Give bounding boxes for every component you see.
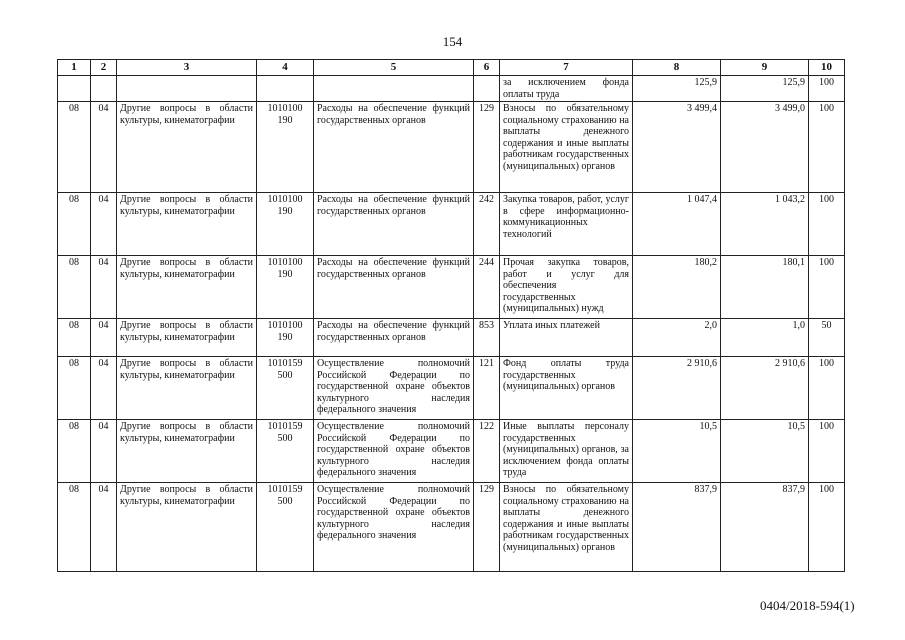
table-row — [58, 76, 845, 102]
cell-section: 08 — [58, 319, 91, 357]
cell-section-name: Другие вопросы в области культуры, кинематографии — [117, 319, 257, 357]
cell-subsection: 04 — [91, 319, 117, 357]
cell-planned: 2,0 — [633, 319, 721, 357]
cell-target-code: 1010100 190 — [257, 193, 314, 256]
cell-planned: 1 047,4 — [633, 193, 721, 256]
table-row — [58, 256, 845, 319]
cell-expense-type-name: Прочая закупка товаров, работ и услуг для обеспечения государственных (муниципальных) нужд — [500, 256, 633, 319]
cell-expense-type-code: 129 — [474, 102, 500, 193]
cell-section: 08 — [58, 102, 91, 193]
cell-planned: 3 499,4 — [633, 102, 721, 193]
header-col-4: 4 — [257, 60, 314, 76]
cell-target-name: Осуществление полномочий Российской Федерации по государственной охране объектов культурного наследия федерального значения — [314, 357, 474, 420]
cell-target-name: Расходы на обеспечение функций государственных органов — [314, 193, 474, 256]
cell-expense-type-name: Взносы по обязательному социальному страхованию на выплаты денежного содержания и иные выплаты работникам государственных (муниципальных) органов — [500, 483, 633, 572]
cell-executed: 1,0 — [721, 319, 809, 357]
table-row — [58, 193, 845, 256]
cell-section-name: Другие вопросы в области культуры, кинематографии — [117, 483, 257, 572]
cell-executed: 2 910,6 — [721, 357, 809, 420]
header-col-7: 7 — [500, 60, 633, 76]
cell-target-code: 1010159 500 — [257, 420, 314, 483]
cell-percent: 100 — [809, 357, 845, 420]
header-col-9: 9 — [721, 60, 809, 76]
cell-executed: 125,9 — [721, 76, 809, 102]
header-col-1: 1 — [58, 60, 91, 76]
cell-expense-type-code: 853 — [474, 319, 500, 357]
cell-percent: 100 — [809, 102, 845, 193]
table-row — [58, 357, 845, 420]
table-row — [58, 420, 845, 483]
cell-planned: 2 910,6 — [633, 357, 721, 420]
cell-expense-type-name: Закупка товаров, работ, услуг в сфере информационно-коммуникационных технологий — [500, 193, 633, 256]
header-col-8: 8 — [633, 60, 721, 76]
cell-planned: 125,9 — [633, 76, 721, 102]
cell-expense-type-name: Иные выплаты персоналу государственных (муниципальных) органов, за исключением фонда оплаты труда — [500, 420, 633, 483]
header-col-2: 2 — [91, 60, 117, 76]
cell-percent: 100 — [809, 420, 845, 483]
document-code: 0404/2018-594(1) — [760, 598, 855, 613]
cell-target-code: 1010159 500 — [257, 357, 314, 420]
cell-section: 08 — [58, 357, 91, 420]
cell-subsection: 04 — [91, 420, 117, 483]
cell-section: 08 — [58, 193, 91, 256]
cell-subsection — [91, 76, 117, 102]
table-row — [58, 319, 845, 357]
cell-target-name: Осуществление полномочий Российской Федерации по государственной охране объектов культурного наследия федерального значения — [314, 483, 474, 572]
cell-expense-type-code: 244 — [474, 256, 500, 319]
cell-section-name: Другие вопросы в области культуры, кинематографии — [117, 193, 257, 256]
cell-expense-type-name: Фонд оплаты труда государственных (муниципальных) органов — [500, 357, 633, 420]
cell-section-name: Другие вопросы в области культуры, кинематографии — [117, 102, 257, 193]
cell-executed: 837,9 — [721, 483, 809, 572]
cell-planned: 10,5 — [633, 420, 721, 483]
cell-subsection: 04 — [91, 483, 117, 572]
cell-expense-type-code: 242 — [474, 193, 500, 256]
cell-expense-type-code: 129 — [474, 483, 500, 572]
cell-target-name — [314, 76, 474, 102]
cell-section: 08 — [58, 420, 91, 483]
cell-planned: 837,9 — [633, 483, 721, 572]
cell-section-name: Другие вопросы в области культуры, кинематографии — [117, 256, 257, 319]
cell-expense-type-name: за исключением фонда оплаты труда — [500, 76, 633, 102]
cell-target-code: 1010159 500 — [257, 483, 314, 572]
cell-section: 08 — [58, 483, 91, 572]
cell-section: 08 — [58, 256, 91, 319]
cell-executed: 3 499,0 — [721, 102, 809, 193]
cell-expense-type-code: 122 — [474, 420, 500, 483]
header-col-5: 5 — [314, 60, 474, 76]
cell-executed: 180,1 — [721, 256, 809, 319]
header-col-10: 10 — [809, 60, 845, 76]
cell-subsection: 04 — [91, 357, 117, 420]
cell-percent: 100 — [809, 256, 845, 319]
page-number: 154 — [442, 34, 463, 49]
table-row — [58, 483, 845, 572]
table-header-row — [58, 60, 845, 76]
cell-percent: 50 — [809, 319, 845, 357]
budget-table — [57, 59, 845, 572]
cell-section-name: Другие вопросы в области культуры, кинематографии — [117, 420, 257, 483]
cell-executed: 10,5 — [721, 420, 809, 483]
cell-percent: 100 — [809, 76, 845, 102]
cell-target-name: Расходы на обеспечение функций государственных органов — [314, 319, 474, 357]
cell-section-name — [117, 76, 257, 102]
cell-target-code — [257, 76, 314, 102]
cell-subsection: 04 — [91, 102, 117, 193]
header-col-6: 6 — [474, 60, 500, 76]
cell-target-name: Осуществление полномочий Российской Федерации по государственной охране объектов культурного наследия федерального значения — [314, 420, 474, 483]
cell-expense-type-code: 121 — [474, 357, 500, 420]
cell-percent: 100 — [809, 483, 845, 572]
cell-target-code: 1010100 190 — [257, 102, 314, 193]
cell-subsection: 04 — [91, 193, 117, 256]
cell-executed: 1 043,2 — [721, 193, 809, 256]
cell-section-name: Другие вопросы в области культуры, кинематографии — [117, 357, 257, 420]
cell-expense-type-code — [474, 76, 500, 102]
cell-target-name: Расходы на обеспечение функций государственных органов — [314, 256, 474, 319]
cell-expense-type-name: Уплата иных платежей — [500, 319, 633, 357]
cell-percent: 100 — [809, 193, 845, 256]
header-col-3: 3 — [117, 60, 257, 76]
table-row — [58, 102, 845, 193]
cell-subsection: 04 — [91, 256, 117, 319]
cell-planned: 180,2 — [633, 256, 721, 319]
cell-target-code: 1010100 190 — [257, 319, 314, 357]
cell-section — [58, 76, 91, 102]
cell-expense-type-name: Взносы по обязательному социальному страхованию на выплаты денежного содержания и иные выплаты работникам государственных (муниципальных) органов — [500, 102, 633, 193]
cell-target-code: 1010100 190 — [257, 256, 314, 319]
cell-target-name: Расходы на обеспечение функций государственных органов — [314, 102, 474, 193]
